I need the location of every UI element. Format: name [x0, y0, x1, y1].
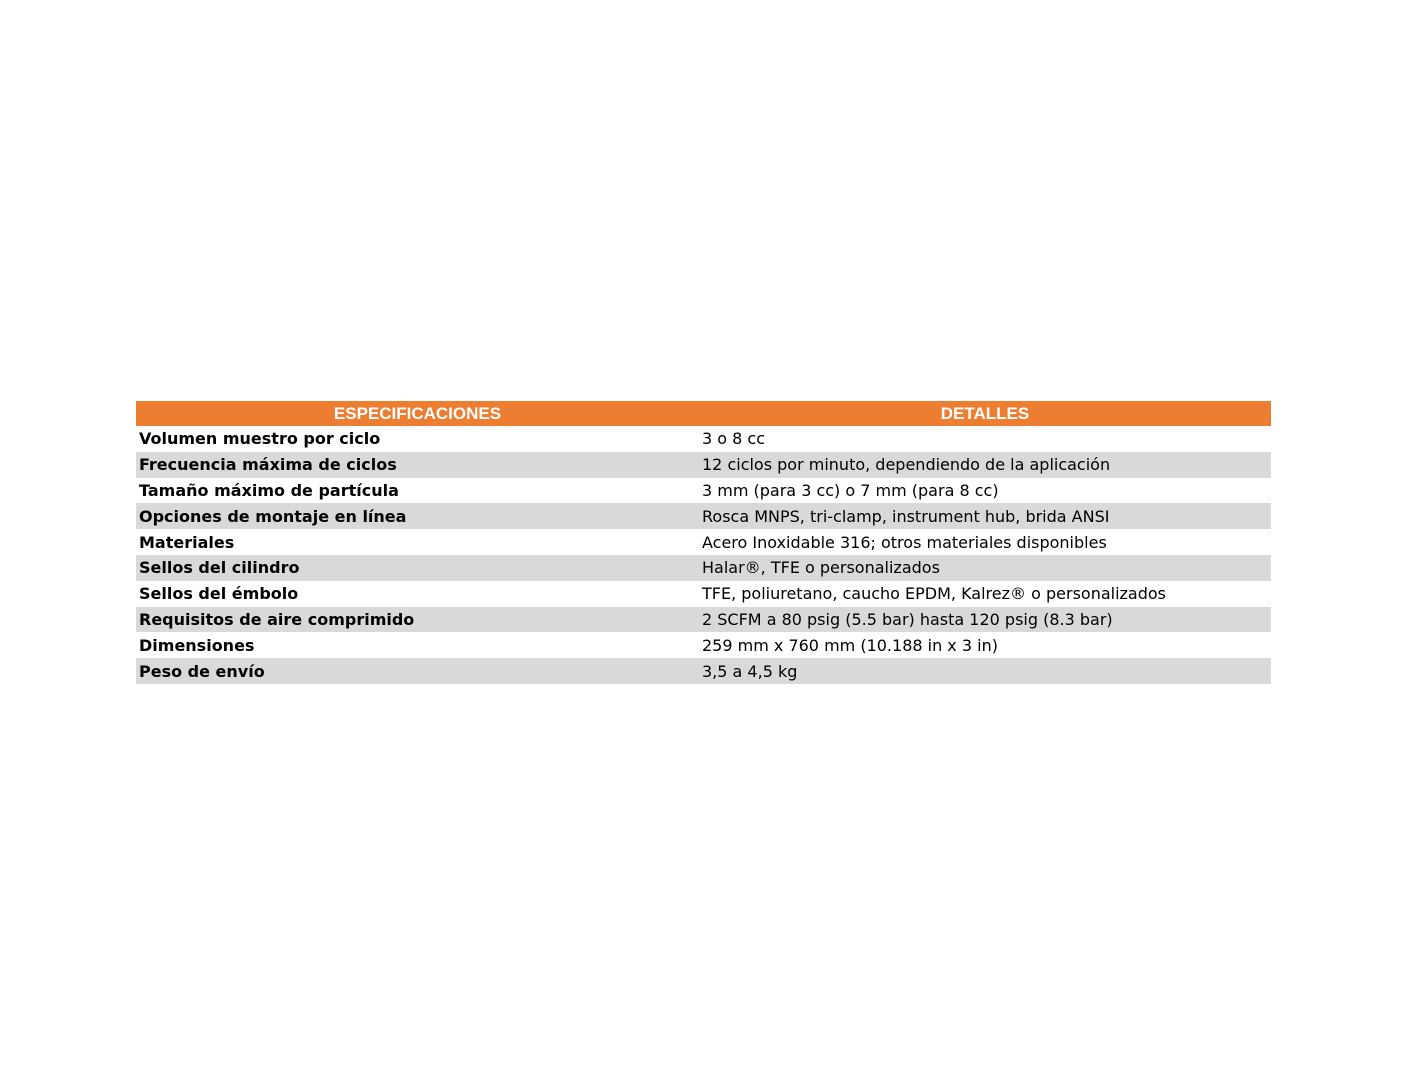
spec-label: Requisitos de aire comprimido — [136, 607, 699, 633]
spec-label: Sellos del émbolo — [136, 581, 699, 607]
spec-label: Frecuencia máxima de ciclos — [136, 452, 699, 478]
spec-label: Materiales — [136, 529, 699, 555]
spec-value: 3 o 8 cc — [699, 426, 1271, 452]
header-details: DETALLES — [699, 401, 1271, 426]
spec-value: Rosca MNPS, tri-clamp, instrument hub, brida ANSI — [699, 503, 1271, 529]
spec-label: Volumen muestro por ciclo — [136, 426, 699, 452]
header-specifications: ESPECIFICACIONES — [136, 401, 699, 426]
table-row — [136, 503, 1271, 529]
spec-label: Tamaño máximo de partícula — [136, 478, 699, 504]
spec-value: 259 mm x 760 mm (10.188 in x 3 in) — [699, 632, 1271, 658]
spec-value: 2 SCFM a 80 psig (5.5 bar) hasta 120 psig (8.3 bar) — [699, 607, 1271, 633]
table-row — [136, 426, 1271, 452]
table-row — [136, 632, 1271, 658]
table-row — [136, 555, 1271, 581]
table-row — [136, 478, 1271, 504]
table-row — [136, 607, 1271, 633]
spec-value: TFE, poliuretano, caucho EPDM, Kalrez® o personalizados — [699, 581, 1271, 607]
table-row — [136, 529, 1271, 555]
spec-value: 3,5 a 4,5 kg — [699, 658, 1271, 684]
table-header — [136, 401, 1271, 426]
table-row — [136, 581, 1271, 607]
table-body — [136, 426, 1271, 684]
spec-value: 3 mm (para 3 cc) o 7 mm (para 8 cc) — [699, 478, 1271, 504]
table-row — [136, 452, 1271, 478]
spec-value: Acero Inoxidable 316; otros materiales disponibles — [699, 529, 1271, 555]
header-row — [136, 401, 1271, 426]
spec-label: Sellos del cilindro — [136, 555, 699, 581]
spec-value: 12 ciclos por minuto, dependiendo de la aplicación — [699, 452, 1271, 478]
spec-value: Halar®, TFE o personalizados — [699, 555, 1271, 581]
specifications-table — [136, 401, 1271, 684]
spec-label: Dimensiones — [136, 632, 699, 658]
spec-label: Opciones de montaje en línea — [136, 503, 699, 529]
spec-label: Peso de envío — [136, 658, 699, 684]
table-row — [136, 658, 1271, 684]
